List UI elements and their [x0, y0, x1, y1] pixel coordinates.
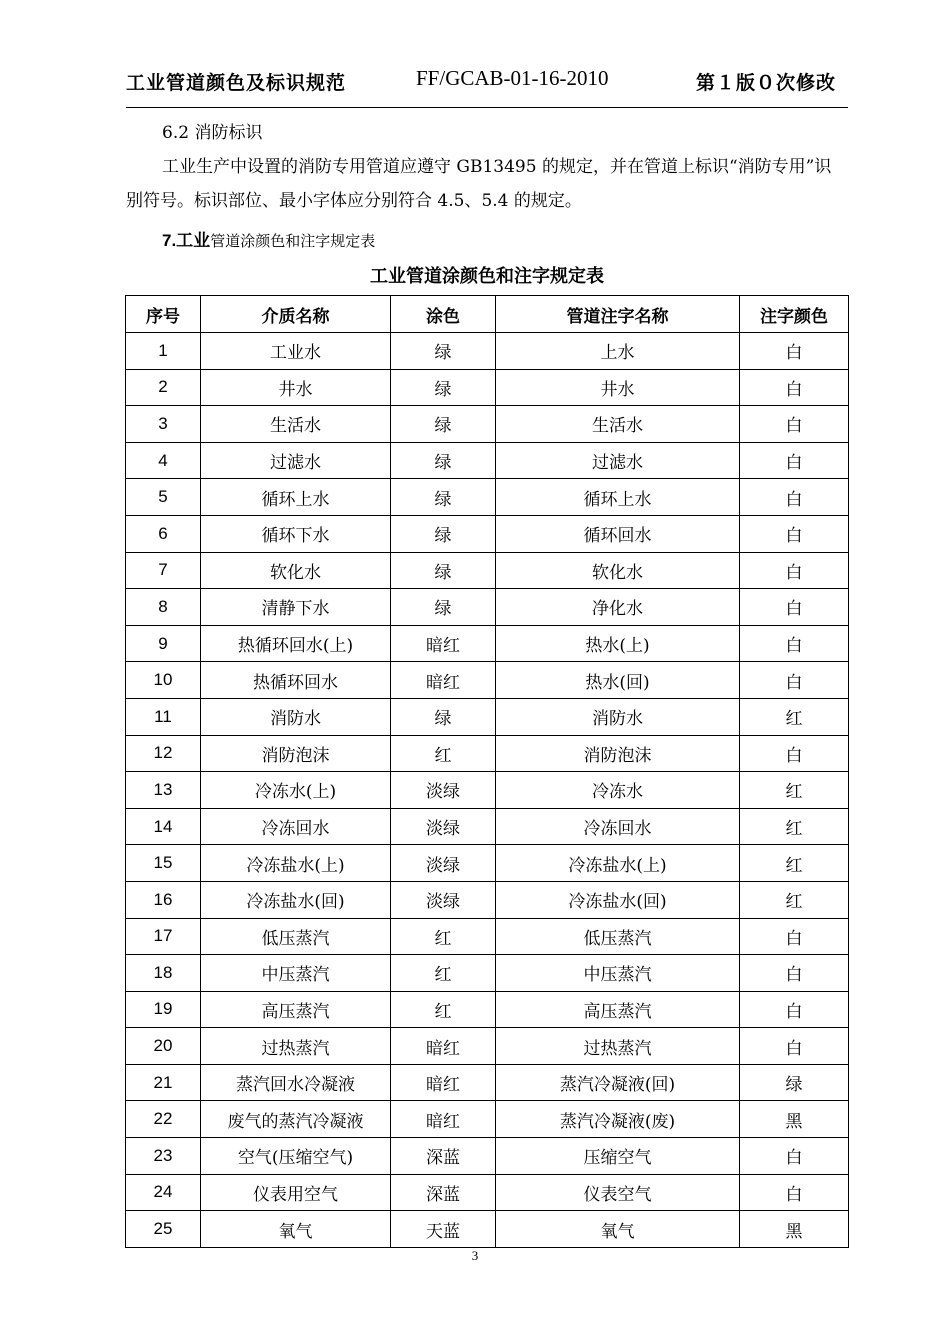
cell-paint: 淡绿	[391, 845, 496, 882]
cell-medium: 低压蒸汽	[201, 918, 391, 955]
cell-paint: 红	[391, 955, 496, 992]
cell-text-color: 白	[740, 479, 849, 516]
cell-no: 1	[126, 333, 201, 370]
table-row	[126, 479, 849, 516]
cell-label: 井水	[496, 369, 740, 406]
table-row	[126, 1064, 849, 1101]
cell-text-color: 黑	[740, 1101, 849, 1138]
cell-medium: 清静下水	[201, 589, 391, 626]
table-row	[126, 808, 849, 845]
cell-label: 消防泡沫	[496, 735, 740, 772]
cell-text-color: 白	[740, 589, 849, 626]
cell-label: 过热蒸汽	[496, 1028, 740, 1065]
cell-paint: 天蓝	[391, 1211, 496, 1248]
cell-text-color: 红	[740, 698, 849, 735]
cell-label: 仪表空气	[496, 1174, 740, 1211]
header-cell-medium: 介质名称	[201, 296, 391, 333]
table-row	[126, 1138, 849, 1175]
header-cell-paint: 涂色	[391, 296, 496, 333]
cell-medium: 热循环回水(上)	[201, 625, 391, 662]
header-cell-no: 序号	[126, 296, 201, 333]
cell-no: 17	[126, 918, 201, 955]
cell-text-color: 白	[740, 1138, 849, 1175]
cell-label: 中压蒸汽	[496, 955, 740, 992]
cell-medium: 过热蒸汽	[201, 1028, 391, 1065]
cell-no: 24	[126, 1174, 201, 1211]
table-row	[126, 955, 849, 992]
cell-text-color: 白	[740, 1174, 849, 1211]
cell-medium: 冷冻盐水(上)	[201, 845, 391, 882]
cell-text-color: 白	[740, 1028, 849, 1065]
table-row	[126, 735, 849, 772]
cell-medium: 工业水	[201, 333, 391, 370]
cell-medium: 消防水	[201, 698, 391, 735]
cell-paint: 暗红	[391, 1101, 496, 1138]
cell-text-color: 红	[740, 772, 849, 809]
section-heading-text: 6.2 消防标识	[162, 123, 263, 143]
cell-no: 22	[126, 1101, 201, 1138]
cell-no: 2	[126, 369, 201, 406]
table-row	[126, 881, 849, 918]
cell-no: 10	[126, 662, 201, 699]
cell-no: 6	[126, 515, 201, 552]
cell-label: 压缩空气	[496, 1138, 740, 1175]
cell-paint: 绿	[391, 698, 496, 735]
cell-medium: 废气的蒸汽冷凝液	[201, 1101, 391, 1138]
cell-paint: 绿	[391, 589, 496, 626]
cell-no: 15	[126, 845, 201, 882]
cell-label: 过滤水	[496, 442, 740, 479]
cell-paint: 暗红	[391, 1028, 496, 1065]
page-header	[126, 66, 846, 96]
cell-label: 循环回水	[496, 515, 740, 552]
cell-text-color: 白	[740, 991, 849, 1028]
cell-medium: 消防泡沫	[201, 735, 391, 772]
cell-text-color: 红	[740, 808, 849, 845]
section-7-number: 7.工业	[162, 231, 211, 250]
cell-no: 9	[126, 625, 201, 662]
cell-label: 低压蒸汽	[496, 918, 740, 955]
cell-label: 循环上水	[496, 479, 740, 516]
pipe-color-table	[125, 295, 849, 1248]
cell-no: 19	[126, 991, 201, 1028]
cell-no: 4	[126, 442, 201, 479]
table-header-row	[126, 296, 849, 333]
cell-medium: 冷冻回水	[201, 808, 391, 845]
cell-text-color: 白	[740, 369, 849, 406]
cell-medium: 高压蒸汽	[201, 991, 391, 1028]
cell-no: 21	[126, 1064, 201, 1101]
cell-no: 20	[126, 1028, 201, 1065]
cell-no: 16	[126, 881, 201, 918]
cell-label: 高压蒸汽	[496, 991, 740, 1028]
table-row	[126, 1101, 849, 1138]
cell-no: 12	[126, 735, 201, 772]
cell-label: 冷冻盐水(上)	[496, 845, 740, 882]
table-body	[126, 333, 849, 1248]
cell-paint: 淡绿	[391, 772, 496, 809]
cell-medium: 软化水	[201, 552, 391, 589]
cell-no: 7	[126, 552, 201, 589]
cell-medium: 中压蒸汽	[201, 955, 391, 992]
cell-label: 氧气	[496, 1211, 740, 1248]
cell-no: 5	[126, 479, 201, 516]
cell-text-color: 白	[740, 735, 849, 772]
cell-paint: 红	[391, 918, 496, 955]
cell-label: 热水(上)	[496, 625, 740, 662]
cell-label: 上水	[496, 333, 740, 370]
cell-label: 软化水	[496, 552, 740, 589]
cell-label: 蒸汽冷凝液(回)	[496, 1064, 740, 1101]
cell-text-color: 白	[740, 442, 849, 479]
cell-medium: 冷冻水(上)	[201, 772, 391, 809]
table-row	[126, 333, 849, 370]
table-row	[126, 369, 849, 406]
table-row	[126, 845, 849, 882]
cell-no: 13	[126, 772, 201, 809]
cell-text-color: 红	[740, 881, 849, 918]
cell-no: 23	[126, 1138, 201, 1175]
cell-paint: 深蓝	[391, 1174, 496, 1211]
table-row	[126, 589, 849, 626]
section-7-text: 管道涂颜色和注字规定表	[210, 232, 376, 250]
cell-label: 生活水	[496, 406, 740, 443]
table-row	[126, 406, 849, 443]
cell-medium: 热循环回水	[201, 662, 391, 699]
cell-no: 8	[126, 589, 201, 626]
cell-text-color: 白	[740, 515, 849, 552]
table-row	[126, 515, 849, 552]
cell-label: 冷冻回水	[496, 808, 740, 845]
cell-text-color: 白	[740, 662, 849, 699]
table-row	[126, 625, 849, 662]
cell-paint: 绿	[391, 552, 496, 589]
cell-medium: 循环上水	[201, 479, 391, 516]
cell-label: 净化水	[496, 589, 740, 626]
table-row	[126, 662, 849, 699]
cell-paint: 绿	[391, 369, 496, 406]
table-row	[126, 698, 849, 735]
cell-text-color: 绿	[740, 1064, 849, 1101]
cell-medium: 氧气	[201, 1211, 391, 1248]
cell-paint: 绿	[391, 479, 496, 516]
cell-paint: 深蓝	[391, 1138, 496, 1175]
table-row	[126, 772, 849, 809]
cell-paint: 绿	[391, 406, 496, 443]
document-revision: 第１版０次修改	[695, 72, 836, 94]
cell-paint: 暗红	[391, 662, 496, 699]
table-row	[126, 991, 849, 1028]
cell-text-color: 黑	[740, 1211, 849, 1248]
section-heading	[126, 116, 848, 150]
cell-no: 25	[126, 1211, 201, 1248]
cell-medium: 冷冻盐水(回)	[201, 881, 391, 918]
document-code: FF/GCAB-01-16-2010	[416, 66, 609, 90]
cell-label: 消防水	[496, 698, 740, 735]
header-divider	[126, 107, 848, 108]
cell-medium: 循环下水	[201, 515, 391, 552]
cell-paint: 绿	[391, 333, 496, 370]
table-title: 工业管道涂颜色和注字规定表	[370, 266, 604, 287]
cell-paint: 暗红	[391, 625, 496, 662]
cell-text-color: 白	[740, 625, 849, 662]
cell-text-color: 白	[740, 918, 849, 955]
cell-no: 18	[126, 955, 201, 992]
cell-medium: 生活水	[201, 406, 391, 443]
cell-paint: 淡绿	[391, 808, 496, 845]
cell-no: 11	[126, 698, 201, 735]
body-paragraph: 工业生产中设置的消防专用管道应遵守 GB13495 的规定，并在管道上标识“消防专用”识别符号。标识部位、最小字体应分别符合 4.5、5.4 的规定。	[126, 157, 832, 211]
cell-medium: 过滤水	[201, 442, 391, 479]
cell-label: 冷冻水	[496, 772, 740, 809]
table-row	[126, 918, 849, 955]
cell-text-color: 红	[740, 845, 849, 882]
cell-text-color: 白	[740, 333, 849, 370]
cell-paint: 暗红	[391, 1064, 496, 1101]
cell-text-color: 白	[740, 406, 849, 443]
table-row	[126, 1211, 849, 1248]
cell-medium: 空气(压缩空气)	[201, 1138, 391, 1175]
cell-label: 蒸汽冷凝液(废)	[496, 1101, 740, 1138]
cell-no: 3	[126, 406, 201, 443]
cell-text-color: 白	[740, 552, 849, 589]
cell-label: 冷冻盐水(回)	[496, 881, 740, 918]
cell-paint: 淡绿	[391, 881, 496, 918]
cell-text-color: 白	[740, 955, 849, 992]
cell-paint: 红	[391, 991, 496, 1028]
table-row	[126, 442, 849, 479]
header-cell-text-color: 注字颜色	[740, 296, 849, 333]
cell-paint: 绿	[391, 515, 496, 552]
section-7-heading	[126, 224, 848, 258]
cell-paint: 绿	[391, 442, 496, 479]
table-row	[126, 1028, 849, 1065]
cell-medium: 蒸汽回水冷凝液	[201, 1064, 391, 1101]
page-number: 3	[471, 1248, 479, 1263]
cell-medium: 井水	[201, 369, 391, 406]
cell-label: 热水(回)	[496, 662, 740, 699]
cell-no: 14	[126, 808, 201, 845]
header-cell-label: 管道注字名称	[496, 296, 740, 333]
table-row	[126, 552, 849, 589]
table-row	[126, 1174, 849, 1211]
document-title: 工业管道颜色及标识规范	[126, 72, 347, 94]
cell-paint: 红	[391, 735, 496, 772]
cell-medium: 仪表用空气	[201, 1174, 391, 1211]
